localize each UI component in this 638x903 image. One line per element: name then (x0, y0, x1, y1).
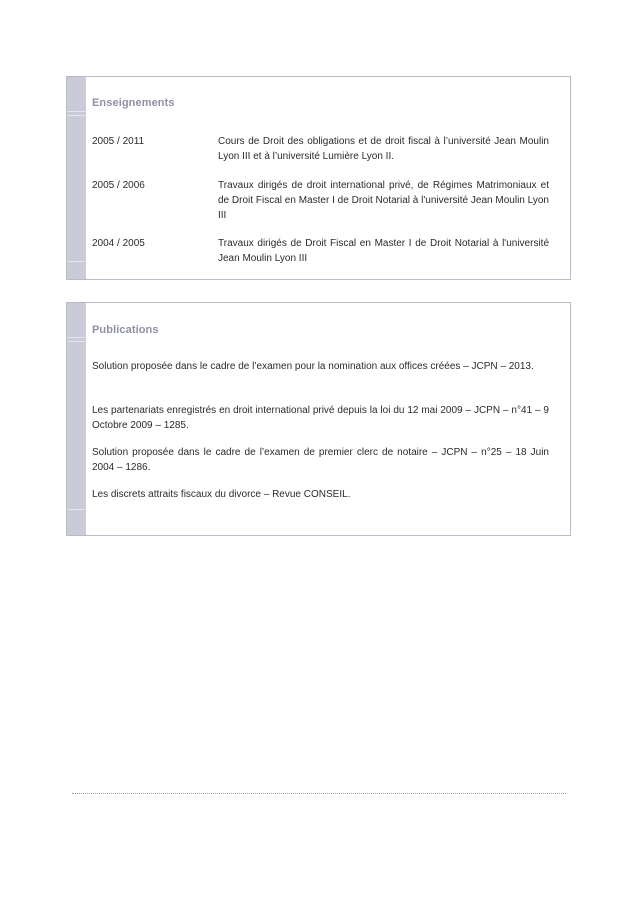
stripe-divider (67, 115, 86, 116)
teaching-description: Cours de Droit des obligations et de droit fiscal à l’université Jean Moulin Lyon III et à l’université Lumière Lyon II. (218, 136, 549, 162)
stripe-divider (67, 341, 86, 342)
stripe-divider (67, 509, 86, 510)
stripe-divider (67, 337, 86, 338)
section-title: Publications (92, 324, 159, 336)
stripe-divider (67, 261, 86, 262)
publication-item: Les discrets attraits fiscaux du divorce – Revue CONSEIL. (92, 489, 351, 500)
teaching-period: 2005 / 2011 (92, 136, 145, 147)
publication-item: Les partenariats enregistrés en droit international privé depuis la loi du 12 mai 2009 – JCPN – n°41 – 9 Octobre 2009 – 1285. (92, 405, 549, 431)
publication-item: Solution proposée dans le cadre de l’examen de premier clerc de notaire – JCPN – n°25 – 18 Juin 2004 – 1286. (92, 447, 549, 473)
teaching-period: 2005 / 2006 (92, 180, 145, 191)
section-title: Enseignements (92, 97, 175, 109)
footer-divider (72, 793, 566, 794)
publication-item: Solution proposée dans le cadre de l’examen pour la nomination aux offices créées – JCPN – 2013. (92, 361, 534, 372)
publications-section (66, 302, 571, 536)
stripe-divider (67, 111, 86, 112)
section-side-stripe (67, 303, 86, 535)
enseignements-section (66, 76, 571, 280)
section-side-stripe (67, 77, 86, 279)
teaching-period: 2004 / 2005 (92, 238, 145, 249)
teaching-description: Travaux dirigés de Droit Fiscal en Master I de Droit Notarial à l'université Jean Moulin Lyon III (218, 238, 549, 264)
teaching-description: Travaux dirigés de droit international privé, de Régimes Matrimoniaux et de Droit Fiscal en Master I de Droit Notarial à l'université Jean Moulin Lyon III (218, 180, 549, 221)
